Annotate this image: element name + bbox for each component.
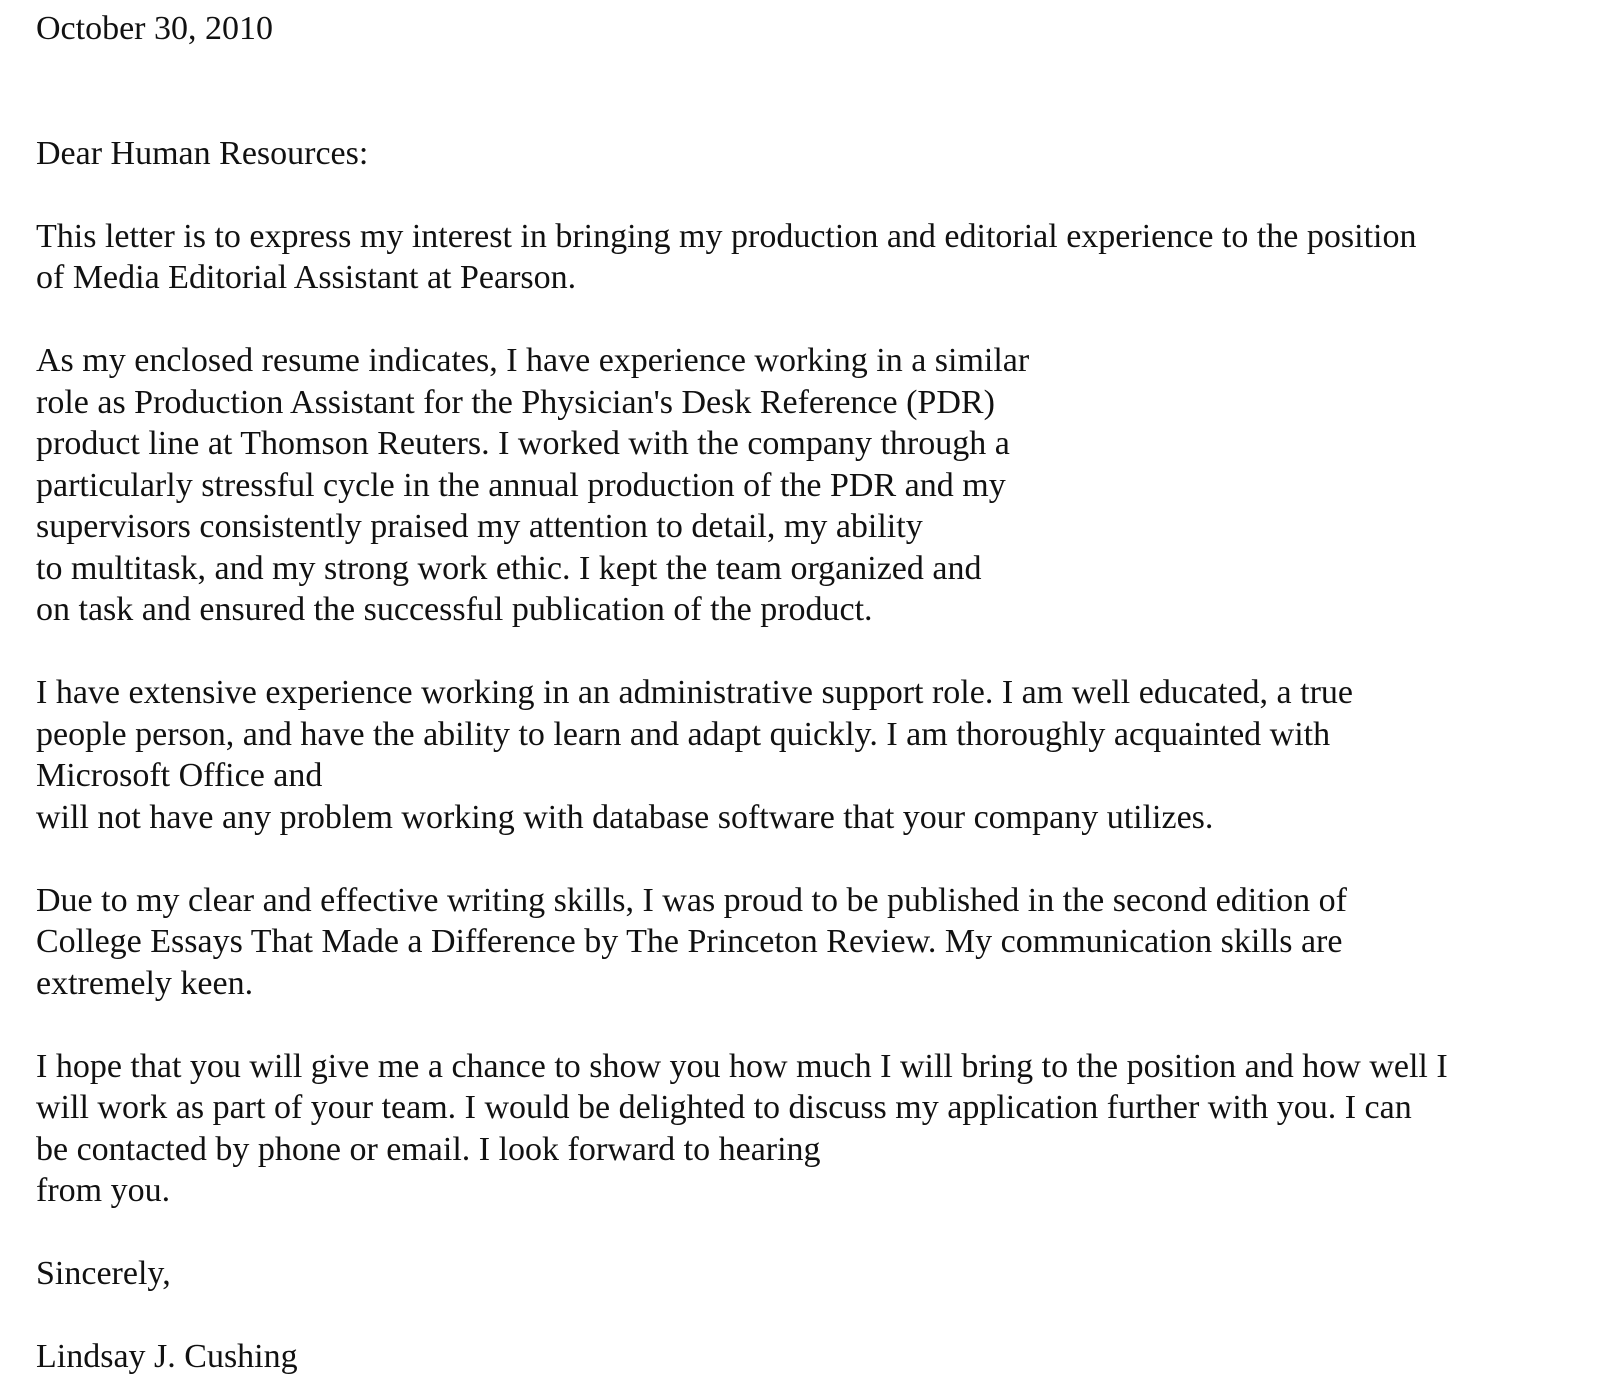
paragraph-4: [36, 880, 1448, 1005]
letter-date: October 30, 2010: [36, 10, 274, 47]
paragraph-line: supervisors consistently praised my attention to detail, my ability: [36, 508, 923, 545]
spacer: [36, 631, 1448, 673]
spacer: [36, 50, 1448, 133]
paragraph-line: I have extensive experience working in an administrative support role. I am well educated, a true: [36, 674, 1354, 711]
paragraph-line: This letter is to express my interest in bringing my production and editorial experience to the position: [36, 217, 1417, 255]
paragraph-line: of Media Editorial Assistant at Pearson.: [36, 259, 577, 296]
letter-signature: Lindsay J. Cushing: [36, 1338, 298, 1375]
paragraph-2: [36, 340, 1448, 631]
spacer: [36, 174, 1448, 216]
paragraph-line: from you.: [36, 1172, 171, 1209]
spacer: [36, 838, 1448, 880]
paragraph-line: extremely keen.: [36, 964, 254, 1002]
spacer: [36, 299, 1448, 341]
paragraph-line: people person, and have the ability to learn and adapt quickly. I am thoroughly acquainted with: [36, 715, 1331, 753]
paragraph-line: College Essays That Made a Difference by The Princeton Review. My communication skills are: [36, 923, 1343, 960]
letter: [36, 8, 1448, 1378]
paragraph-line: Microsoft Office and: [36, 757, 323, 794]
paragraph-line: on task and ensured the successful publication of the product.: [36, 591, 873, 628]
paragraph-line: role as Production Assistant for the Physician's Desk Reference (PDR): [36, 383, 995, 421]
letter-salutation: Dear Human Resources:: [36, 134, 369, 172]
paragraph-1: [36, 216, 1448, 299]
paragraph-line: will work as part of your team. I would be delighted to discuss my application further with you. I can: [36, 1089, 1412, 1126]
paragraph-line: product line at Thomson Reuters. I worked with the company through a: [36, 425, 1010, 462]
paragraph-line: will not have any problem working with database software that your company utilizes.: [36, 798, 1214, 836]
paragraph-line: to multitask, and my strong work ethic. I kept the team organized and: [36, 549, 982, 587]
paragraph-line: particularly stressful cycle in the annual production of the PDR and my: [36, 466, 1006, 504]
paragraph-line: be contacted by phone or email. I look forward to hearing: [36, 1130, 821, 1168]
paragraph-5: [36, 1046, 1448, 1212]
spacer: [36, 1004, 1448, 1046]
letter-closing: Sincerely,: [36, 1255, 171, 1292]
paragraph-line: I hope that you will give me a chance to show you how much I will bring to the position and how well I: [36, 1047, 1448, 1085]
paragraph-3: [36, 672, 1448, 838]
spacer: [36, 1212, 1448, 1254]
spacer: [36, 1295, 1448, 1337]
paragraph-line: Due to my clear and effective writing skills, I was proud to be published in the second edition of: [36, 881, 1347, 919]
paragraph-line: As my enclosed resume indicates, I have experience working in a similar: [36, 342, 1030, 379]
